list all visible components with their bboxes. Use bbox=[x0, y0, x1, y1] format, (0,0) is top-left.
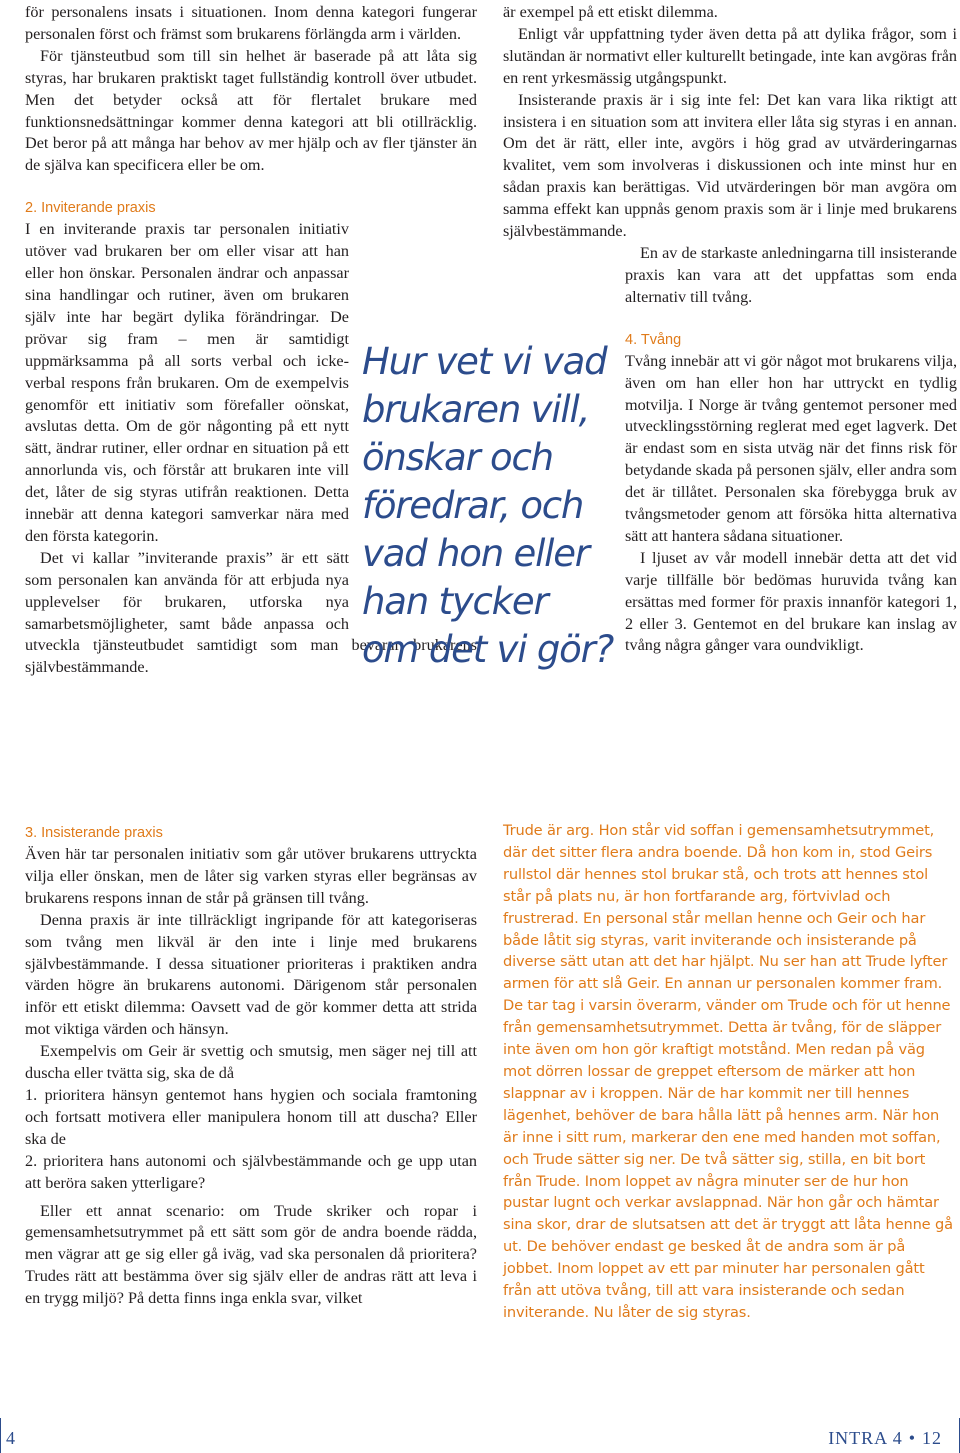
quote-line: brukaren vill, bbox=[362, 388, 590, 431]
quote-line: vad hon eller bbox=[362, 532, 589, 575]
quote-line: föredrar, och bbox=[362, 484, 584, 527]
quote-line: om det vi gör? bbox=[362, 628, 614, 671]
paragraph: Enligt vår uppfattning tyder även detta på att dylika frågor, som i slutändan är normativt eller kulturellt betingade, inte kan avgöras från en rent yrkesmässig utgångspunkt. bbox=[503, 24, 957, 87]
quote-line: önskar och bbox=[362, 436, 553, 479]
paragraph: Det vi kallar ”inviterande praxis” är ett sätt som personalen kan använda för att erbjuda nya upplevelser för brukaren, utforska nya samarbetsmöjligheter, samt både anpassa och utveckla tjänsteutbudet samtidigt som man bevarar brukarens självbestämmande. bbox=[25, 548, 477, 677]
paragraph: är exempel på ett etiskt dilemma. bbox=[503, 3, 718, 21]
paragraph: För tjänsteutbud som till sin helhet är baserade på att låta sig styras, har brukaren praktiskt taget fullständig kontroll över utbudet. Men det betyder också att för flertalet brukare med funktionsnedsättningar kommer denna kategori att bli otillräcklig. Det beror på att många har behov av mer hjälp och av fler tjänster än de själva kan specificera eller be om. bbox=[25, 46, 477, 175]
story-text: Trude är arg. Hon står vid soffan i gemensamhetsutrymmet, där det sitter flera andra boende. Då hon kom in, stod Geirs rullstol där hennes stol brukar stå, och trots att hennes stol står på plats nu, är hon fortfarande arg, förtvivlad och frustrerad. En personal står mellan henne och Geir och har både låtit sig styras, varit inviterande och insisterande på diverse sätt utan att det har hjälpt. Nu ser han att Trude lyfter armen för att slå Geir. En annan ur personalen kommer fram. De tar tag i varsin överarm, vänder om Trude och för ut henne från gemensamhetsutrymmet. Detta är tvång, för de släpper inte även om hon gör kraftigt motstånd. Men redan på väg mot dörren lossar de greppet eftersom de märker att hon slappnar av i kroppen. När de har kommit ner till hennes lägenhet, behöver de bara hålla lätt på hennes arm. När hon är inne i sitt rum, markerar den ene med handen mot soffan, och Trude sätter sig ner. De två sätter sig, stilla, en bit bort från Trude. Inom loppet av några minuter ser de hur hon pustar lugnt och verkar avslappnad. När hon går och hämtar sina skor, drar de slutsatsen att det är tryggt att låta henne gå ut. De behöver endast ge besked åt de andra som är på jobbet. Inom loppet av ett par minuter har personalen gått från att utöva tvång, till att vara insisterande och sedan inviterande. Nu låter de sig styras. bbox=[503, 822, 953, 1321]
paragraph: för personalens insats i situationen. Inom denna kategori fungerar personalen först och främst som brukarens förlängda arm i världen. bbox=[25, 3, 477, 43]
section-heading-inviterande: 2. Inviterande praxis bbox=[25, 200, 156, 217]
paragraph: Eller ett annat scenario: om Trude skriker och ropar i gemensamhetsutrymmet på ett sätt som gör de andra boende rädda, men vägrar att ge sig eller gå iväg, vad ska personalen då prioritera? Trudes rätt att bestämma över sig själv eller de andras rätt att leva i en trygg miljö? På detta finns inga enkla svar, vilket bbox=[25, 1201, 477, 1308]
issue-number: 12 bbox=[922, 1428, 942, 1448]
paragraph: Insisterande praxis är i sig inte fel: Det kan vara lika riktigt att insistera i en situation som att invitera eller låta sig styras i en annan. Om det är rätt, eller inte, avgörs i hög grad av utvärderingarnas kvalitet, vem som involveras i diskussionen och inte minst hur en sådan praxis kan berättigas. Vid utvärderingen bör man avgöra om samma effekt kan uppnås genom praxis som är i linje med brukarens självbestämmande. bbox=[503, 90, 957, 241]
quote-line: han tycker bbox=[362, 580, 548, 623]
section-heading-insisterande: 3. Insisterande praxis bbox=[25, 825, 163, 841]
spacer bbox=[25, 177, 477, 197]
section-heading-tvang: 4. Tvång bbox=[625, 331, 682, 348]
footer-magazine bbox=[828, 1428, 942, 1449]
list-item: 2. prioritera hans autonomi och självbestämmande och ge upp utan att beröra saken ytterligare? bbox=[25, 1151, 477, 1192]
left-column-bottom bbox=[25, 822, 477, 1310]
paragraph: I ljuset av vår modell innebär detta att det vid varje tillfälle bör bedömas huruvida tvång kan ersättas med former för praxis innanför kategori 1, 2 eller 3. Gentemot en del brukare kan inslag av tvång några gånger vara oundvikligt. bbox=[625, 548, 957, 655]
paragraph: Exempelvis om Geir är svettig och smutsig, men säger nej till att duscha eller tvätta sig, ska de då bbox=[25, 1042, 477, 1083]
paragraph: Denna praxis är inte tillräckligt ingripande för att kategoriseras som tvång men likväl är den inte i linje med brukarens självbestämmande. I dessa situationer prioriteras i praktiken andra värden högre än brukarens autonomi. Därigenom står personalen inför ett etiskt dilemma: Oavsett vad de gör kommer detta att strida mot viktiga värden och hänsyn. bbox=[25, 910, 477, 1039]
paragraph: En av de starkaste anledningarna till insisterande praxis kan vara att det uppfattas som enda alternativ till tvång. bbox=[625, 243, 957, 306]
paragraph: Även här tar personalen initiativ som går utöver brukarens uttryckta vilja eller önskan, men de låter sig varken styras eller begränsas av brukarens respons innan de står på gränsen till tvång. bbox=[25, 845, 477, 907]
spacer bbox=[503, 309, 957, 329]
page-number: 4 bbox=[6, 1428, 15, 1448]
case-story bbox=[503, 820, 957, 1324]
magazine-name: INTRA 4 bbox=[828, 1428, 903, 1448]
footer-rule-left bbox=[0, 1418, 1, 1453]
quote-line: Hur vet vi vad bbox=[362, 340, 607, 383]
list-item: 1. prioritera hänsyn gentemot hans hygien och sociala framtoning och fortsatt motivera eller manipulera honom till att duscha? Eller ska de bbox=[25, 1085, 477, 1148]
separator: • bbox=[908, 1428, 916, 1448]
paragraph: I en inviterande praxis tar personalen initiativ utöver vad brukaren ber om eller visar att han eller hon önskar. Personalen ändrar och anpassar sina handlingar och rutiner, även om brukaren själv inte har begärt dylika förändringar. De prövar sig fram – men är samtidigt uppmärksamma på all sorts verbal och icke-verbal respons från brukaren. Om de exempelvis genomför ett initiativ som förefaller oönskat, avslutas detta. Om de gör någonting på ett nytt sätt, ändrar rutiner, eller ordnar en situation på ett annorlunda vis, och förstår att brukaren inte vill det, låter de sig styras utifrån reaktionen. Detta innebär att denna kategori samverkar nära med den första kategorin. bbox=[25, 220, 349, 545]
paragraph: Tvång innebär att vi gör något mot brukarens vilja, även om han eller hon har uttryckt en tydlig motvilja. I Norge är tvång gentemot personer med utvecklingsstörning reglerat med eget lagverk. Det är endast som en sista utväg när det finns risk för betydande skada på personen själv, eller andra som det är tillåtet. Personalen ska förebygga bruk av tvångsmetoder genom att försöka hitta alternativa sätt att hantera sådana situationer. bbox=[625, 351, 957, 545]
